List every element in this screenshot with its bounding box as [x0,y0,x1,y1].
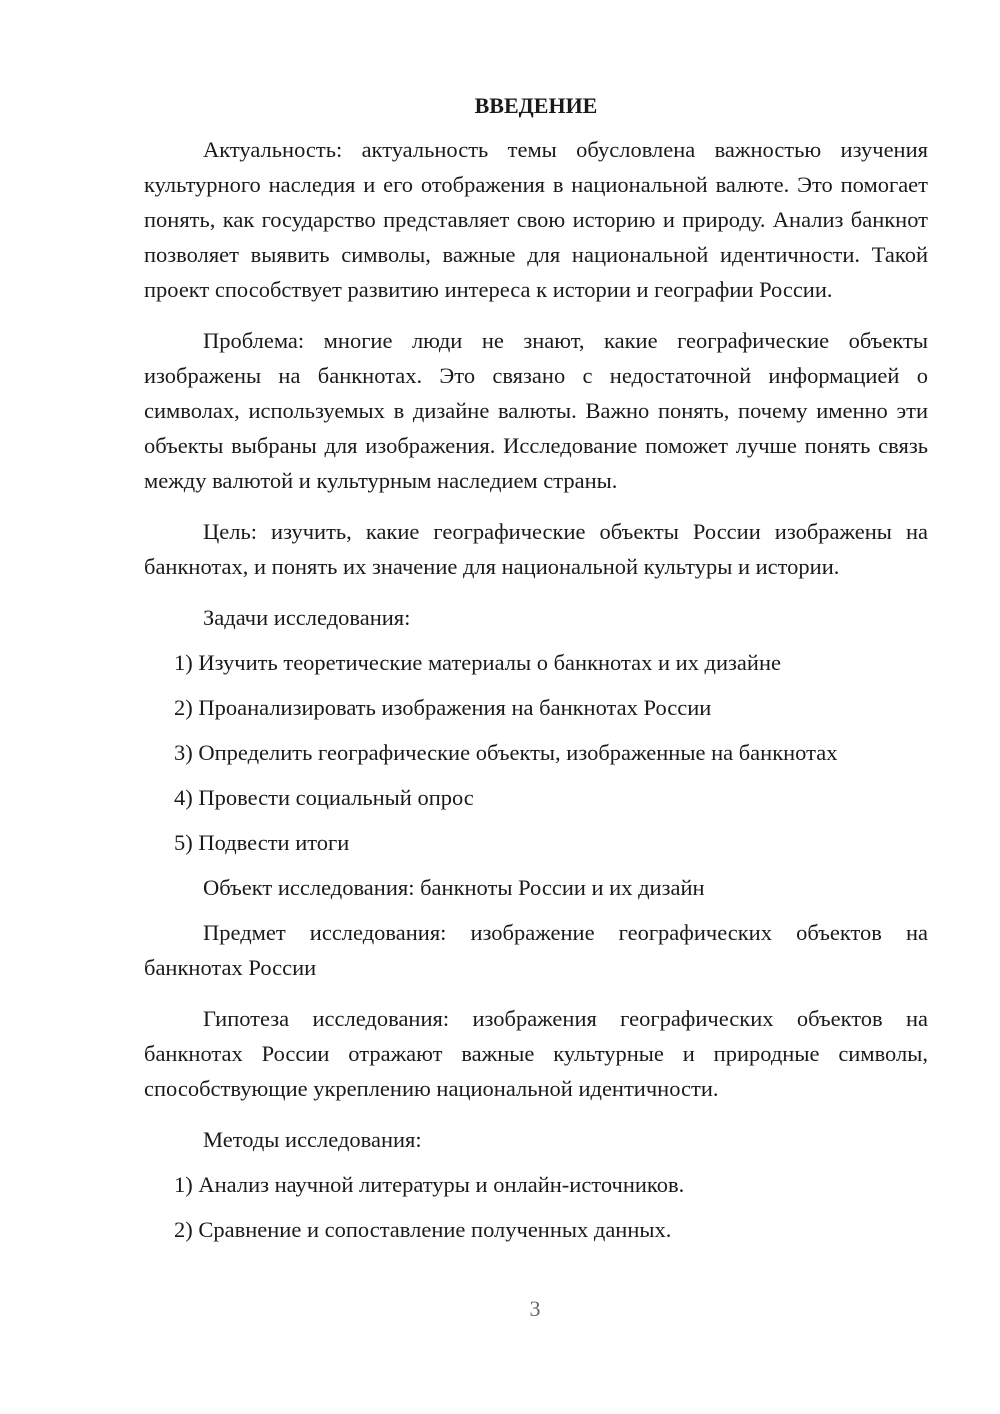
goal-paragraph: Цель: изучить, какие географические объекты России изображены на банкнотах, и понять их значение для национальной культуры и истории. [144,519,928,579]
list-item: 1) Анализ научной литературы и онлайн-источников. [174,1172,685,1197]
list-item: 4) Провести социальный опрос [174,785,474,810]
list-item: 2) Проанализировать изображения на банкнотах России [174,695,712,720]
methods-title: Методы исследования: [203,1127,422,1152]
list-item: 2) Сравнение и сопоставление полученных данных. [174,1217,672,1242]
methods-list [144,1167,928,1247]
subject-paragraph: Предмет исследования: изображение географических объектов на банкнотах России [144,920,928,980]
list-item: 5) Подвести итоги [174,830,350,855]
relevance-paragraph: Актуальность: актуальность темы обусловлена важностью изучения культурного наследия и его отображения в национальной валюте. Это помогает понять, как государство представляет свою историю и природу. Анализ банкнот позволяет выявить символы, важные для национальной идентичности. Такой проект способствует развитию интереса к истории и географии России. [144,137,928,302]
hypothesis-paragraph: Гипотеза исследования: изображения географических объектов на банкнотах России отражают важные культурные и природные символы, способствующие укреплению национальной идентичности. [144,1006,928,1101]
document-page [144,92,928,1257]
problem-paragraph: Проблема: многие люди не знают, какие географические объекты изображены на банкнотах. Это связано с недостаточной информацией о символах, используемых в дизайне валюты. Важно понять, почему именно эти объекты выбраны для изображения. Исследование поможет лучше понять связь между валютой и культурным наследием страны. [144,328,928,493]
page-number: 3 [529,1296,541,1321]
list-item: 1) Изучить теоретические материалы о банкнотах и их дизайне [174,650,781,675]
list-item: 3) Определить географические объекты, изображенные на банкнотах [174,740,838,765]
section-heading: ВВЕДЕНИЕ [474,93,598,118]
tasks-title: Задачи исследования: [203,605,411,630]
object-line: Объект исследования: банкноты России и их дизайн [203,875,705,900]
tasks-list [144,645,928,860]
